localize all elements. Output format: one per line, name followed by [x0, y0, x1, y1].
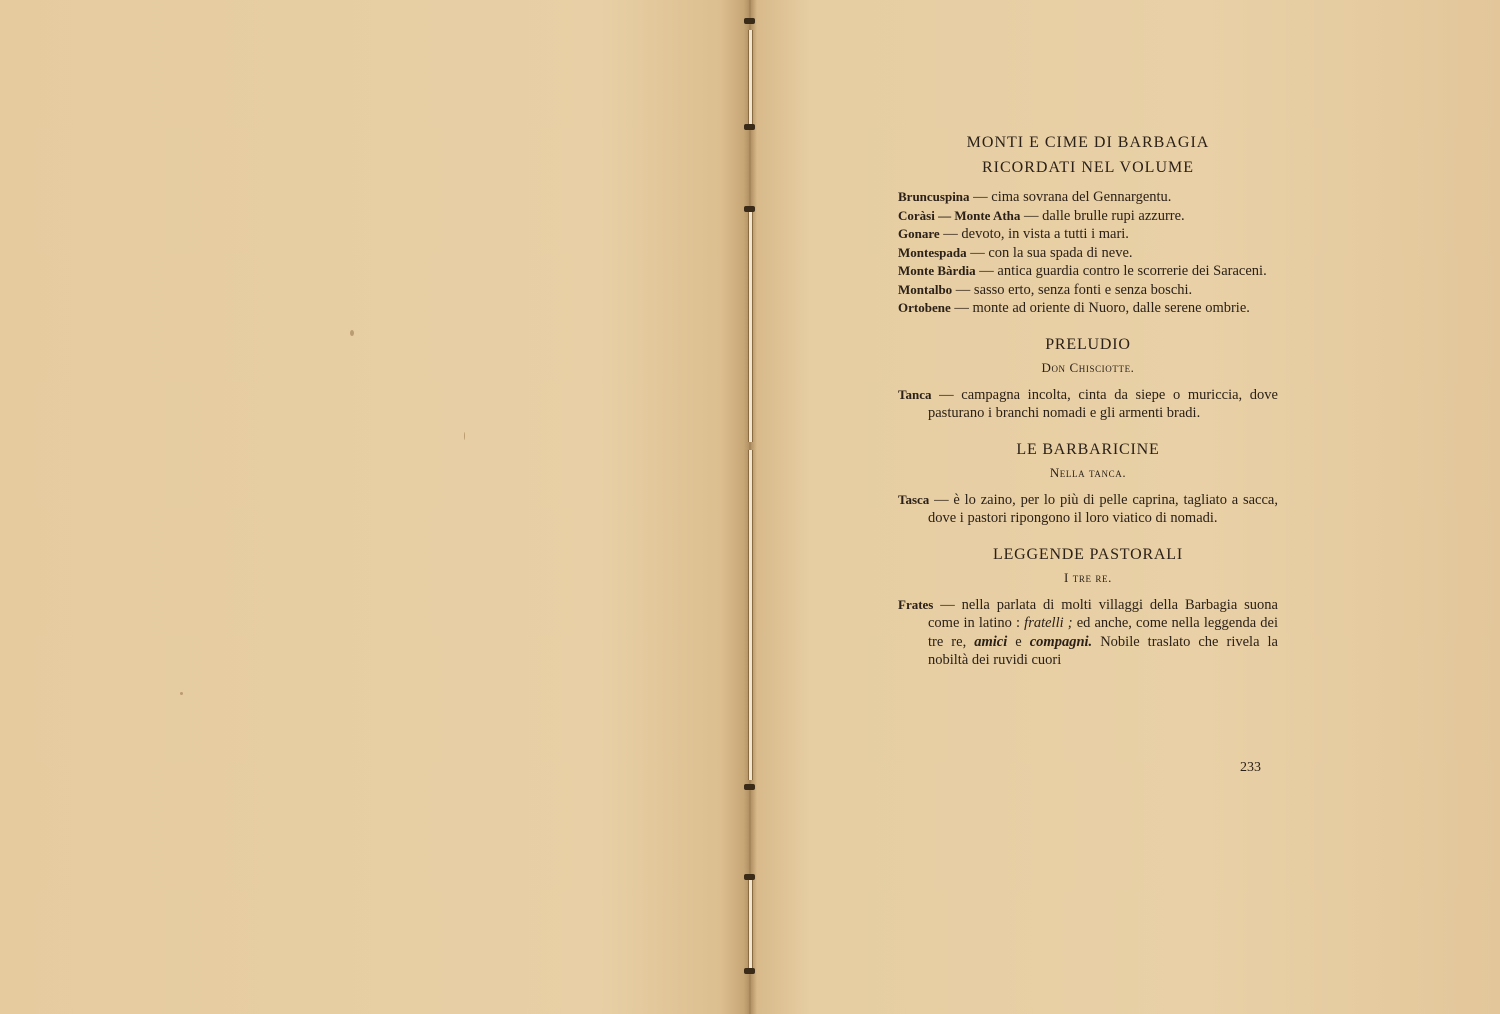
paper-speck [464, 432, 465, 440]
entry-definition: ed anche, come nella leggenda dei tre re, [928, 615, 1278, 650]
entry-term: Tanca [898, 386, 932, 402]
page-heading-line1: MONTI E CIME DI BARBAGIA [966, 134, 1210, 151]
page-heading-line2: RICORDATI NEL VOLUME [982, 159, 1194, 176]
glossary-entry [898, 596, 1278, 670]
right-page [754, 0, 1500, 1014]
preludio-list [898, 386, 1278, 423]
section-title-leggende: LEGGENDE PASTORALI [993, 545, 1183, 563]
glossary-entry [898, 262, 1278, 281]
entry-definition: Nobile traslato che rivela la nobiltà dei ruvidi cuori [928, 633, 1278, 668]
glossary-entry [898, 386, 1278, 423]
entry-definition: — campagna incolta, cinta da siepe o muriccia, dove pasturano i branchi nomadi e gli armenti bradi. [928, 386, 1278, 421]
entry-definition: — nella parlata di molti villaggi della Barbagia suona come in latino : [928, 596, 1278, 631]
binding-stitch [748, 450, 753, 780]
section-subtitle-preludio: Don Chisciotte. [1041, 359, 1135, 375]
entry-definition: — antica guardia contro le scorrerie dei Saraceni. [975, 263, 1267, 279]
entry-term: Monte Bàrdia [898, 263, 976, 278]
entry-term: Bruncuspina [898, 189, 970, 204]
entry-definition: — devoto, in vista a tutti i mari. [939, 226, 1129, 242]
paper-speck [180, 692, 183, 695]
entry-definition: — cima sovrana del Gennargentu. [969, 189, 1172, 205]
leggende-list [898, 596, 1278, 670]
barbaricine-list [898, 491, 1278, 528]
glossary-entry [898, 207, 1278, 226]
entry-definition: — è lo zaino, per lo più di pelle caprina, tagliato a sacca, dove i pastori ripongono il loro viatico di nomadi. [928, 491, 1278, 526]
entry-definition: — sasso erto, senza fonti e senza boschi. [952, 281, 1193, 298]
binding-stitch [748, 212, 753, 442]
italic-word: compagni. [1029, 633, 1093, 650]
entry-definition: — monte ad oriente di Nuoro, dalle serene ombrie. [950, 300, 1250, 316]
binding-stitch [748, 30, 753, 125]
left-page-blank [0, 0, 748, 1014]
entry-term: Frates [898, 596, 934, 612]
monti-list [898, 188, 1278, 318]
entry-term: Montespada [898, 244, 967, 260]
entry-definition: — dalle brulle rupi azzurre. [1020, 207, 1185, 224]
page-number: 233 [1240, 760, 1261, 775]
section-subtitle-leggende: I tre re. [1064, 569, 1112, 585]
glossary-entry [898, 188, 1278, 207]
italic-word: fratelli ; [1024, 615, 1073, 631]
entry-definition: e [1007, 633, 1030, 650]
section-subtitle-barbaricine: Nella tanca. [1049, 464, 1127, 480]
entry-term: Montalbo [898, 281, 953, 297]
entry-term: Gonare [898, 226, 940, 241]
entry-term: Coràsi — Monte Atha [898, 207, 1021, 223]
italic-word: amici [974, 633, 1008, 650]
paper-speck [350, 330, 354, 336]
binding-stitch [748, 880, 753, 970]
section-title-preludio: PRELUDIO [1045, 335, 1131, 353]
entry-term: Tasca [898, 491, 930, 507]
entry-term: Ortobene [898, 300, 951, 315]
glossary-entry [898, 281, 1278, 300]
glossary-entry [898, 491, 1278, 528]
glossary-entry [898, 244, 1278, 263]
glossary-entry [898, 225, 1278, 244]
entry-definition: — con la sua spada di neve. [966, 244, 1133, 261]
glossary-content [898, 130, 1278, 680]
glossary-entry [898, 299, 1278, 318]
section-title-barbaricine: LE BARBARICINE [1016, 440, 1160, 458]
